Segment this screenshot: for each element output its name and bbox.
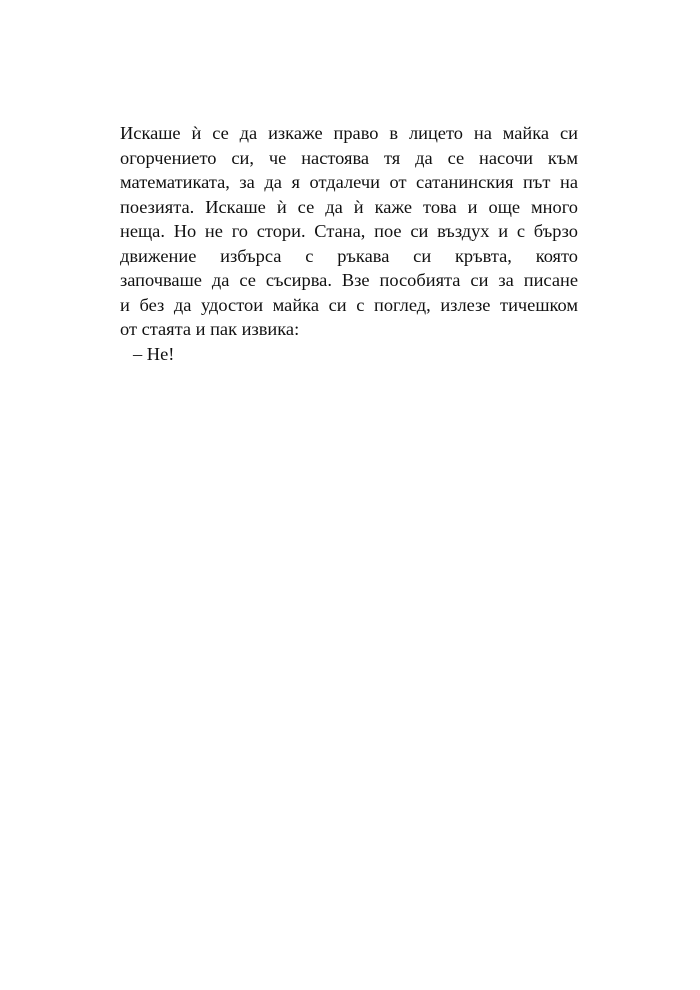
text-line: неща. Но не го стори. Стана, пое си въздух и с бързо xyxy=(120,221,578,241)
text-line: Искаше ѝ се да изкаже право в лицето на майка си xyxy=(120,123,578,143)
text-line: от стаята и пак извика: xyxy=(120,319,300,339)
text-block xyxy=(120,121,578,366)
text-line: и без да удостои майка си с поглед, излезе тичешком xyxy=(120,294,578,315)
text-line: огорчението си, че настоява тя да се насочи към xyxy=(120,147,578,168)
text-line: движение избърса с ръкава си кръвта, която xyxy=(120,245,578,266)
text-line: започваше да се съсирва. Взе пособията си за писане xyxy=(120,270,578,290)
paragraph xyxy=(120,121,578,342)
text-line: математиката, за да я отдалечи от сатанинския път на xyxy=(120,172,578,192)
text-line: поезията. Искаше ѝ се да ѝ каже това и още много xyxy=(120,196,578,217)
dialogue-line: – Не! xyxy=(133,343,175,364)
